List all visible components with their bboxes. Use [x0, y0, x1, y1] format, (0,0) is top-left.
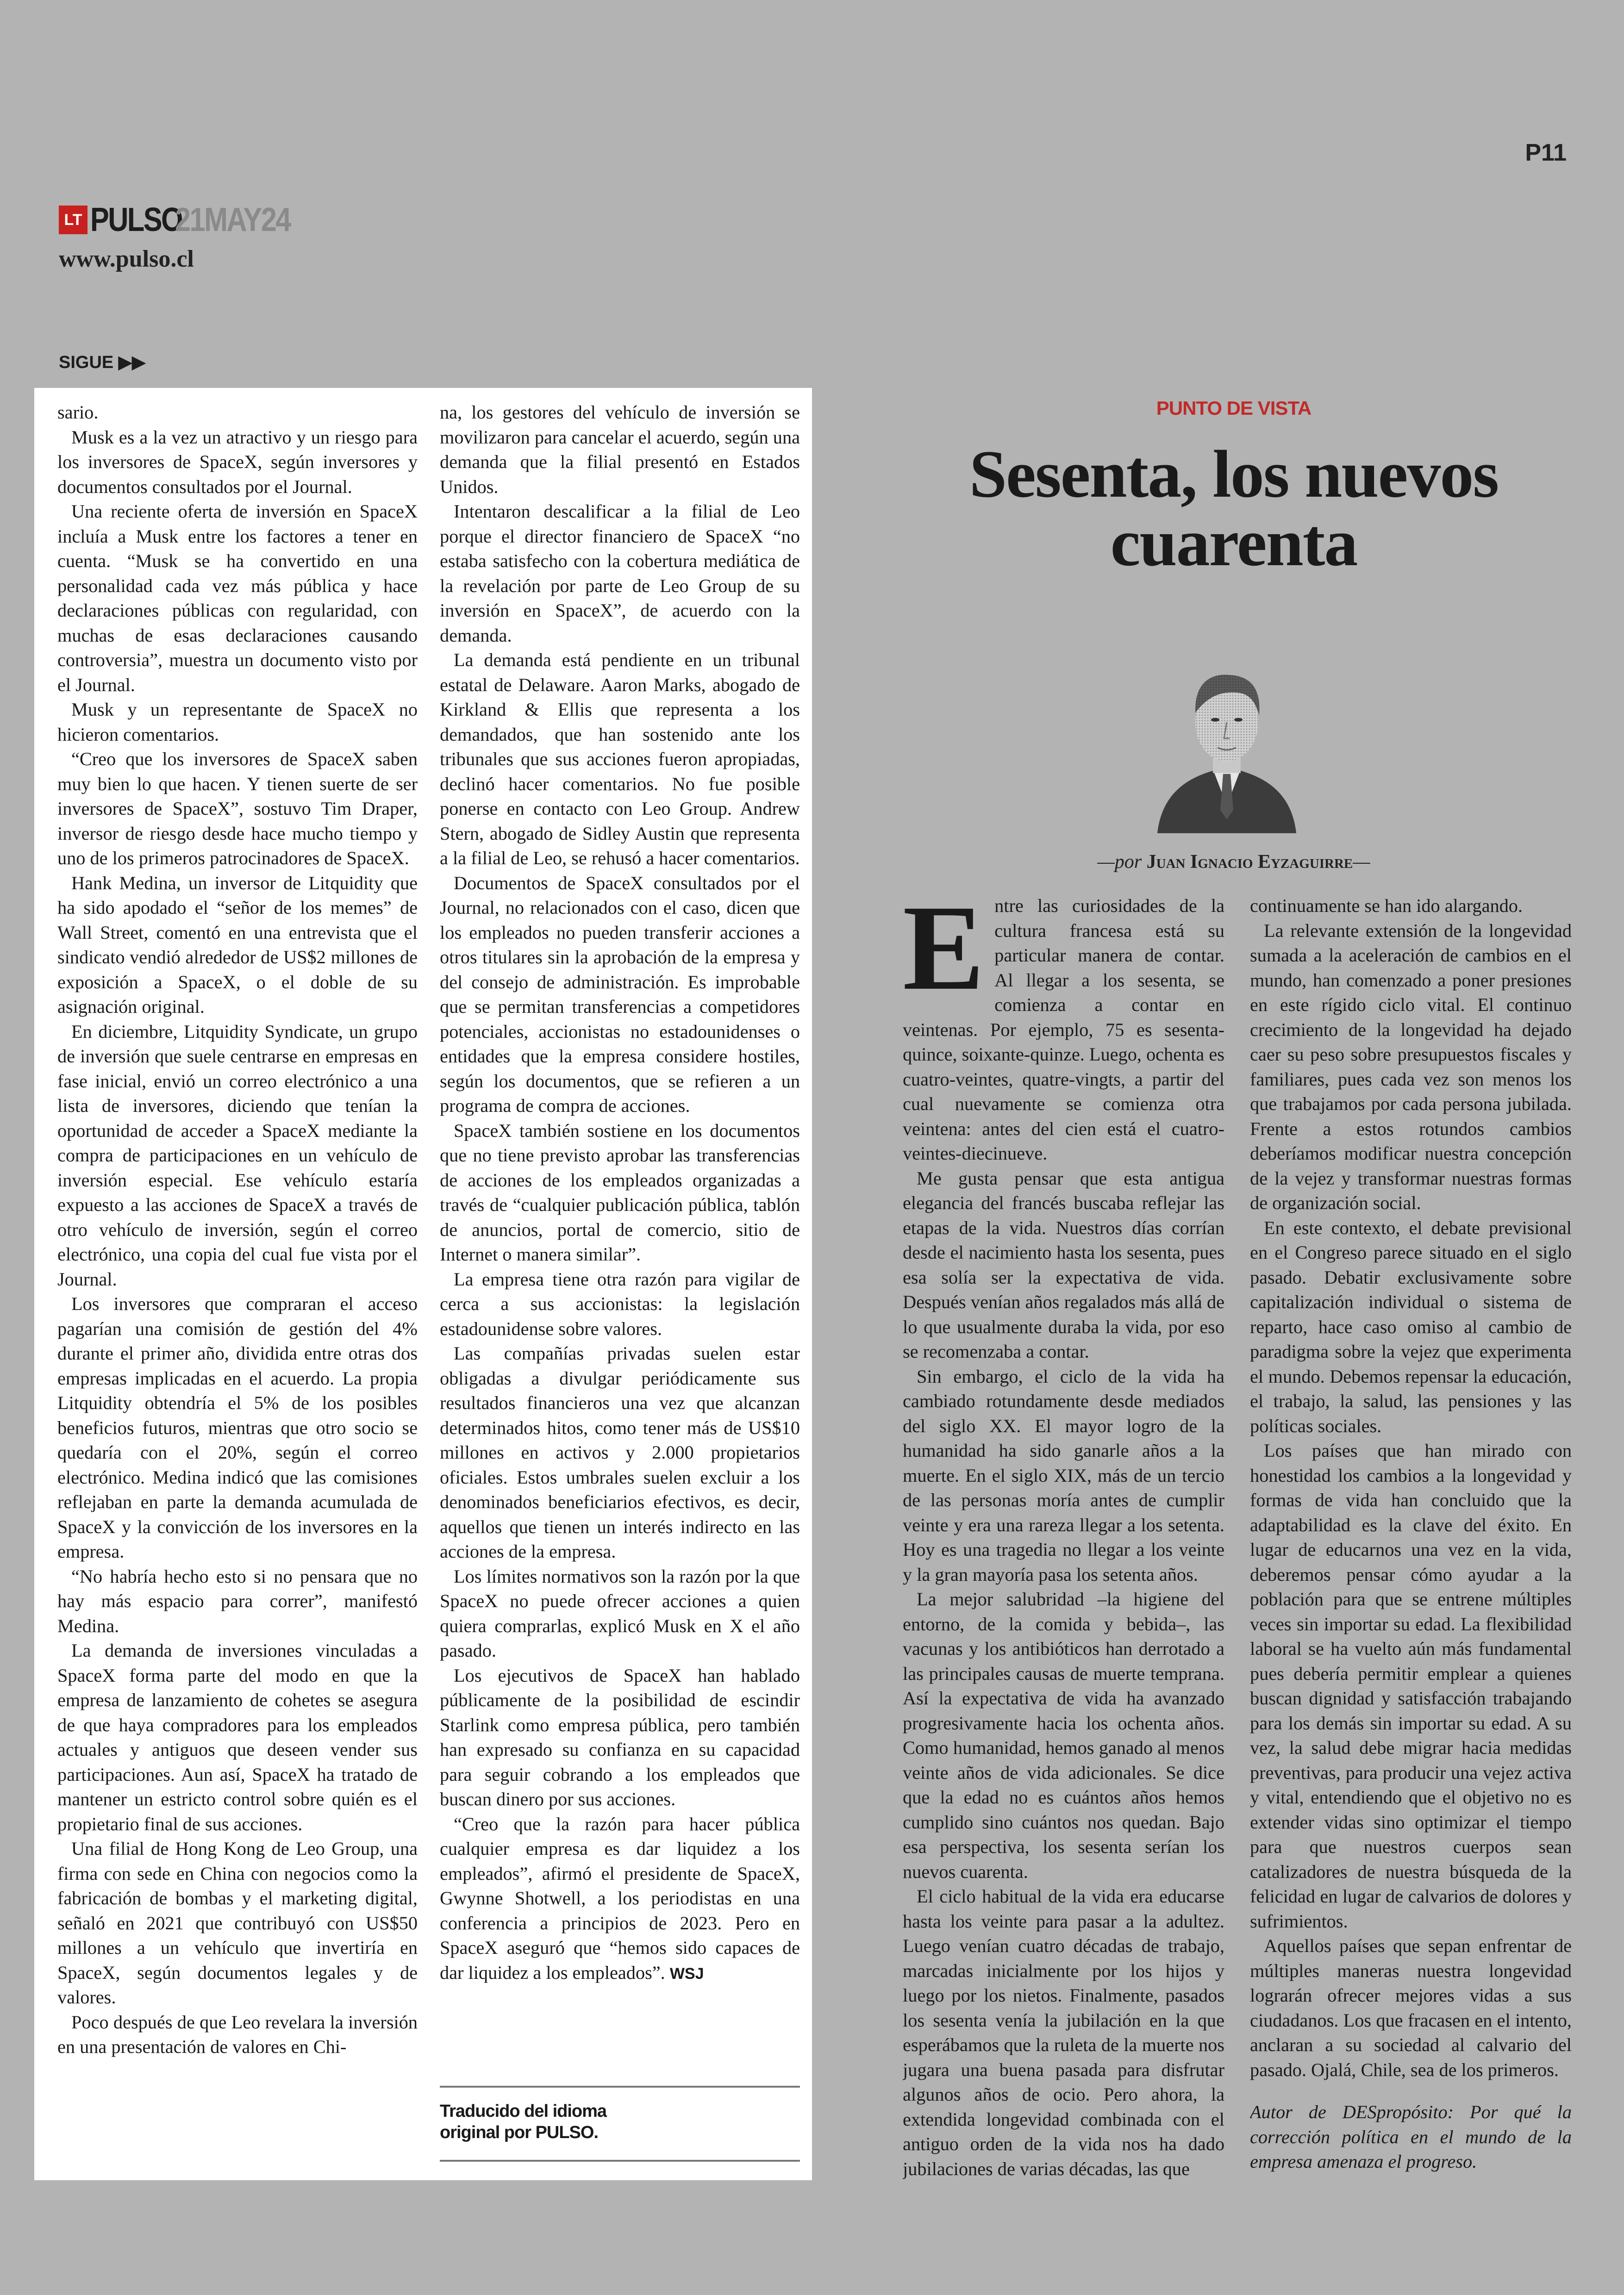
article-paragraph: La demanda está pendiente en un tribunal estatal de Delaware. Aaron Marks, abogado de Kirkland & Ellis que representa a los demandados, que han sostenido ante los tribunales que sus acciones fueron apropiadas, declinó hacer comentarios. No fue posible ponerse en contacto con Leo Group. Andrew Stern, abogado de Sidley Austin que representa a la filial de Leo, se rehusó a hacer comentarios.: [440, 649, 800, 868]
article-paragraph: SpaceX también sostiene en los documentos que no tiene previsto aprobar las transferencias de acciones de los empleados organizadas a través de “cualquier publicación pública, tablón de anuncios, portal de comercio, sitio de Internet o manera similar”.: [440, 1120, 800, 1265]
article-paragraph: Una filial de Hong Kong de Leo Group, una firma con sede en China con negocios como la fabricación de bombas y el marketing digital, señaló en 2021 que contribuyó con US$50 millones a un vehículo que invertiría en SpaceX, según documentos legales y de valores.: [57, 1838, 418, 2008]
article-paragraph: “No habría hecho esto si no pensara que no hay más espacio para correr”, manifestó Medina.: [57, 1565, 418, 1636]
headline: Sesenta, los nuevos cuarenta: [969, 437, 1499, 580]
translation-note-line-1: Traducido del idioma: [440, 2102, 607, 2121]
wsj-article-column-1: [57, 400, 418, 2159]
article-paragraph: Los inversores que compraran el acceso pagarían una comisión de gestión del 4% durante el primer año, dividida entre otras dos empresas implicadas en el acuerdo. La propia Litquidity obtendría el 5% de los posibles beneficios futuros, mientras que otro socio se quedaría con el 20%, según el correo electrónico. Medina indicó que las comisiones reflejaban en parte la demanda acumulada de SpaceX y la convicción de los inversores en la empresa.: [57, 1293, 418, 1562]
article-paragraph: Musk es a la vez un atractivo y un riesgo para los inversores de SpaceX, según inversores y documentos consultados por el Journal.: [57, 426, 418, 497]
article-paragraph: Los ejecutivos de SpaceX han hablado públicamente de la posibilidad de escindir Starlink como empresa pública, pero también han expresado su confianza en su capacidad para seguir cobrando a los empleados que buscan dinero por sus acciones.: [440, 1665, 800, 1809]
article-paragraph: Una reciente oferta de inversión en SpaceX incluía a Musk entre los factores a tener en cuenta. “Musk se ha convertido en una personalidad cada vez más pública y hace declaraciones públicas con regularidad, con muchas de esas declaraciones causando controversia”, muestra un documento visto por el Journal.: [57, 501, 418, 695]
section-kicker: PUNTO DE VISTA: [1156, 397, 1312, 419]
translation-note-line-2: original por PULSO.: [440, 2123, 599, 2142]
opinion-paragraph-text: ntre las curiosidades de la cultura francesa está su particular manera de contar. Al llegar a los sesenta, se comienza a contar en veintenas. Por ejemplo, 75 es sesenta-quince, soixante-quinze. Luego, ochenta es cuatro-veintes, quatre-vingts, a partir del cual nuevamente se comienza otra veintena: antes del cien está el cuatro-veintes-diecinueve.: [903, 895, 1224, 1164]
article-paragraph: La empresa tiene otra razón para vigilar de cerca a sus accionistas: la legislación estadounidense sobre valores.: [440, 1268, 800, 1339]
opinion-paragraph: En este contexto, el debate previsional en el Congreso parece situado en el siglo pasado. Debatir exclusivamente sobre capitalización individual o sistema de reparto, hace caso omiso al cambio de paradigma sobre la vejez que experimenta el mundo. Debemos repensar la educación, el trabajo, la salud, las pensiones y las políticas sociales.: [1250, 1217, 1572, 1436]
translation-note: [440, 2086, 800, 2162]
wsj-article-column-2: [440, 400, 800, 2159]
opinion-column-2: [1250, 893, 1572, 2180]
opinion-paragraph: continuamente se han ido alargando.: [1250, 895, 1523, 916]
opinion-paragraph: La relevante extensión de la longevidad sumada a la aceleración de cambios en el mundo, han comenzado a poner presiones en este rígido ciclo vital. El continuo crecimiento de la longevidad ha dejado caer su peso sobre presupuestos fiscales y familiares, pues cada vez son menos los que trabajamos por cada persona jubilada. Frente a estos rotundos cambios deberíamos modificar nuestra concepción de la vejez y transformar nuestras formas de organización social.: [1250, 920, 1572, 1213]
opinion-paragraph: [903, 893, 1224, 1166]
article-paragraph: Intentaron descalificar a la filial de Leo porque el director financiero de SpaceX “no estaba satisfecho con la cobertura mediática de la revelación por parte de Leo Group de su inversión en SpaceX”, de acuerdo con la demanda.: [440, 501, 800, 646]
opinion-paragraph: Los países que han mirado con honestidad los cambios a la longevidad y formas de vida han concluido que la adaptabilidad es la clave del éxito. En lugar de educarnos una vez en la vida, deberemos pensar cómo ayudar a la población para que se entrene múltiples veces sin importar su edad. La flexibilidad laboral se ha vuelto aún más fundamental pues debería permitir emplear a quienes buscan dignidad y satisfacción trabajando para los demás sin importar su edad. A su vez, la salud debe migrar hacia medidas preventivas, para producir una vejez activa y vital, entendiendo que el objetivo no es extender vidas sino optimizar el tiempo para que nuestros cuerpos sean catalizadores de nuestra búsqueda de la felicidad en lugar de calvarios de dolores y sufrimientos.: [1250, 1440, 1572, 1932]
opinion-paragraph: La mejor salubridad –la higiene del entorno, de la comida y bebida–, las vacunas y los antibióticos han derrotado a las principales causas de muerte temprana. Así la expectativa de vida ha avanzado progresivamente hacia los ochenta años. Como humanidad, hemos ganado al menos veinte años de vida adicionales. Se dice que la edad no es cuántos años hemos cumplido sino cuántos nos quedan. Bajo esa perspectiva, los sesenta serían los nuevos cuarenta.: [903, 1589, 1224, 1882]
issue-date: 21MAY24: [175, 201, 290, 238]
article-paragraph-text: “Creo que la razón para hacer pública cualquier empresa es dar liquidez a los empleados”, afirmó el presidente de SpaceX, Gwynne Shotwell, a los periodistas en una conferencia a principios de 2023. Pero en SpaceX aseguró que “hemos sido capaces de dar liquidez a los empleados”.: [440, 1813, 800, 1983]
article-paragraph: Documentos de SpaceX consultados por el Journal, no relacionados con el caso, dicen que los empleados no pueden transferir acciones a otros titulares sin la aprobación de la empresa y del consejo de administración. Es improbable que se permitan transferencias a competidores potenciales, accionistas no estadounidenses o entidades que la empresa considere hostiles, según los documentos, que se refieren a un programa de compra de acciones.: [440, 872, 800, 1116]
article-paragraph: Hank Medina, un inversor de Litquidity que ha sido apodado el “señor de los memes” de Wall Street, comentó en una entrevista que el sindicato vendió alrededor de US$2 millones de exposición a SpaceX, o el doble de su asignación original.: [57, 872, 418, 1017]
article-paragraph: La demanda de inversiones vinculadas a SpaceX forma parte del modo en que la empresa de lanzamiento de cohetes se asegura de que haya compradores para los empleados actuales y antiguos que deseen vender sus participaciones. Aun así, SpaceX ha tratado de mantener un estricto control sobre quién es el propietario final de sus acciones.: [57, 1640, 418, 1834]
article-paragraph: Los límites normativos son la razón por la que SpaceX no puede ofrecer acciones a quien quiera comprarlas, explicó Musk en X el año pasado.: [440, 1565, 800, 1661]
byline: [880, 851, 1588, 873]
wsj-signature: WSJ: [669, 1964, 704, 1983]
author-note: Autor de DESpropósito: Por qué la corrección política en el mundo de la empresa amenaza el progreso.: [1250, 2102, 1572, 2172]
opinion-paragraph: Sin embargo, el ciclo de la vida ha cambiado rotundamente desde mediados del siglo XX. El mayor logro de la humanidad ha sido ganarle años a la muerte. En el siglo XIX, más de un tercio de las personas moría antes de cumplir veinte y era una rareza llegar a los setenta. Hoy es una tragedia no llegar a los veinte y la gran mayoría pasa los setenta años.: [903, 1366, 1224, 1585]
opinion-paragraph: Aquellos países que sepan enfrentar de múltiples maneras nuestra longevidad lograrán ofrecer mejores vidas a sus ciudadanos. Los que fracasen en el intento, anclaran a su sociedad al calvario del pasado. Ojalá, Chile, sea de los primeros.: [1250, 1935, 1572, 2080]
opinion-paragraph: Me gusta pensar que esta antigua elegancia del francés buscaba reflejar las etapas de la vida. Nuestros días corrían desde el nacimiento hasta los sesenta, pues esa solía ser la expectativa de vida. Después venían años regalados más allá de lo que usualmente duraba la vida, por eso se recomenzaba a contar.: [903, 1167, 1224, 1362]
article-paragraph: Poco después de que Leo revelara la inversión en una presentación de valores en Chi-: [57, 2011, 418, 2057]
opinion-paragraph: El ciclo habitual de la vida era educarse hasta los veinte para pasar a la adultez. Luego venían cuatro décadas de trabajo, marcadas inicialmente por los hijos y luego por los nietos. Finalmente, pasados los sesenta venía la jubilación en la que esperábamos que la ruleta de la muerte nos jugara una buena pasada para disfrutar algunos años de ocio. Pero ahora, la extendida longevidad combinada con el antiguo orden de la vida nos ha dado jubilaciones de varias décadas, las que: [903, 1886, 1224, 2179]
drop-cap: E: [903, 893, 985, 1016]
continues-label: SIGUE ▶▶: [59, 353, 146, 372]
article-paragraph: Musk y un representante de SpaceX no hicieron comentarios.: [57, 699, 418, 745]
article-paragraph: na, los gestores del vehículo de inversión se movilizaron para cancelar el acuerdo, según una demanda que la filial presentó en Estados Unidos.: [440, 402, 800, 497]
article-paragraph: Las compañías privadas suelen estar obligadas a divulgar periódicamente sus resultados financieros una vez que alcanzan determinados hitos, como tener más de US$10 millones en activos y 2.000 propietarios oficiales. Estos umbrales suelen excluir a los denominados beneficiarios efectivos, es decir, aquellos que tienen un interés indirecto en las acciones de la empresa.: [440, 1343, 800, 1562]
masthead: [59, 201, 311, 239]
article-final-paragraph: [440, 1812, 800, 1987]
opinion-column-1: [903, 893, 1224, 2180]
article-paragraph: “Creo que los inversores de SpaceX saben muy bien lo que hacen. Y tienen suerte de ser inversores de SpaceX”, sostuvo Tim Draper, inversor de riesgo desde hace mucho tiempo y uno de los primeros patrocinadores de SpaceX.: [57, 748, 418, 868]
page-number: P11: [1525, 139, 1567, 166]
byline-suffix: —: [1353, 851, 1370, 873]
author-portrait: [1148, 653, 1305, 833]
author-name: Juan Ignacio Eyzaguirre: [1146, 851, 1353, 873]
wsj-article-panel: [34, 388, 812, 2180]
publication-name: PULSO: [90, 201, 182, 238]
article-paragraph: sario.: [57, 402, 99, 423]
website-url: www.pulso.cl: [59, 246, 194, 272]
byline-prefix: —por: [1097, 851, 1142, 873]
article-paragraph: En diciembre, Litquidity Syndicate, un grupo de inversión que suele centrarse en empresas en fase inicial, envió un correo electrónico a una lista de inversores, diciendo que tenían la oportunidad de acceder a SpaceX mediante la compra de participaciones en un vehículo de inversión especial. Ese vehículo estaría expuesto a las acciones de SpaceX a través de otro vehículo de inversión, según el correo electrónico, una copia del cual fue vista por el Journal.: [57, 1021, 418, 1290]
lt-logo: LT: [59, 206, 87, 234]
